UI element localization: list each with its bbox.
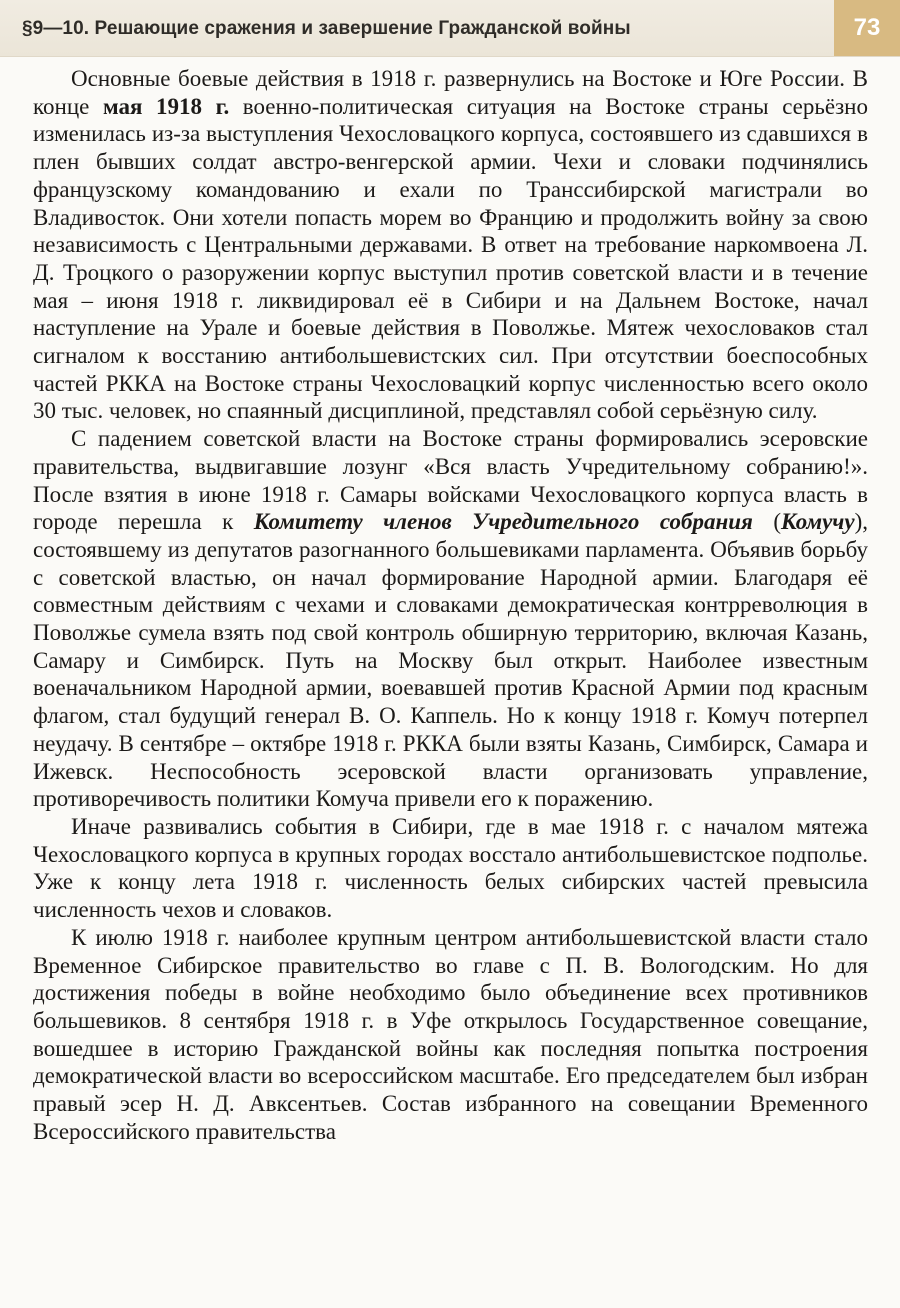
paragraph-2-term-komuch-full: Комитету членов Учредительного собрания bbox=[253, 509, 753, 535]
paragraph-1-text-a: Основные боевые действия в 1918 г. развернулись на Востоке и Юге России. В конце bbox=[33, 66, 868, 119]
paragraph-2-text-a: С падением советской власти на Востоке страны формировались эсеровские правительства, выдвигавшие лозунг «Вся власть Учредительному собранию!». После взятия в июне 1918 г. Самары войсками Чехословацкого корпуса власть в городе перешла к bbox=[33, 426, 868, 535]
paragraph-2-term-komuch: Комучу bbox=[780, 509, 855, 535]
paragraph-4: К июлю 1918 г. наиболее крупным центром антибольшевистской власти стало Временное Сибирское правительство во главе с П. В. Вологодским. Но для достижения победы в войне необходимо было объединение всех противников большевиков. 8 сентября 1918 г. в Уфе открылось Государственное совещание, вошедшее в историю Гражданской войны как последняя попытка построения демократической власти во всероссийском масштабе. Его председателем был избран правый эсер Н. Д. Авксентьев. Состав избранного на совещании Временного Всероссийского правительства bbox=[33, 924, 868, 1144]
page-body bbox=[33, 65, 868, 1145]
paragraph-1-text-b: военно-политическая ситуация на Востоке страны серьёзно изменилась из-за выступления Чехословацкого корпуса, состоявшего из сдавшихся в плен бывших солдат австро-венгерской армии. Чехи и словаки подчинялись французскому командованию и ехали по Транссибирской магистрали во Владивосток. Они хотели попасть морем во Францию и продолжить войну за свою независимость с Центральными державами. В ответ на требование наркомвоена Л. Д. Троцкого о разоружении корпус выступил против советской власти и в течение мая – июня 1918 г. ликвидировал её в Сибири и на Дальнем Востоке, начал наступление на Урале и боевые действия в Поволжье. Мятеж чехословаков стал сигналом к восстанию антибольшевистских сил. При отсутствии боеспособных частей РККА на Востоке страны Чехословацкий корпус численностью всего около 30 тыс. человек, но спаянный дисциплиной, представлял собой серьёзную силу. bbox=[33, 93, 868, 424]
paragraph-2-text-b: ( bbox=[752, 509, 781, 535]
paragraph-2-text-c: ), состоявшему из депутатов разогнанного большевиками парламента. Объявив борьбу с советской властью, он начал формирование Народной армии. Благодаря её совместным действиям с чехами и словаками демократическая контрреволюция в Поволжье сумела взять под свой контроль обширную территорию, включая Казань, Самару и Симбирск. Путь на Москву был открыт. Наиболее известным военачальником Народной армии, воевавшей против Красной Армии под красным флагом, стал будущий генерал В. О. Каппель. Но к концу 1918 г. Комуч потерпел неудачу. В сентябре – октябре 1918 г. РККА были взяты Казань, Симбирск, Самара и Ижевск. Неспособность эсеровской власти организовать управление, противоречивость политики Комуча привели его к поражению. bbox=[33, 509, 868, 812]
paragraph-3: Иначе развивались события в Сибири, где в мае 1918 г. с началом мятежа Чехословацкого корпуса в крупных городах восстало антибольшевистское подполье. Уже к концу лета 1918 г. численность белых сибирских частей превысила численность чехов и словаков. bbox=[33, 813, 868, 923]
paragraph-1 bbox=[33, 65, 868, 425]
paragraph-1-bold-date: мая 1918 г. bbox=[102, 93, 230, 119]
page-number: 73 bbox=[834, 0, 900, 56]
chapter-title: §9—10. Решающие сражения и завершение Гражданской войны bbox=[22, 18, 631, 39]
paragraph-2 bbox=[33, 425, 868, 813]
page-header bbox=[0, 0, 900, 57]
